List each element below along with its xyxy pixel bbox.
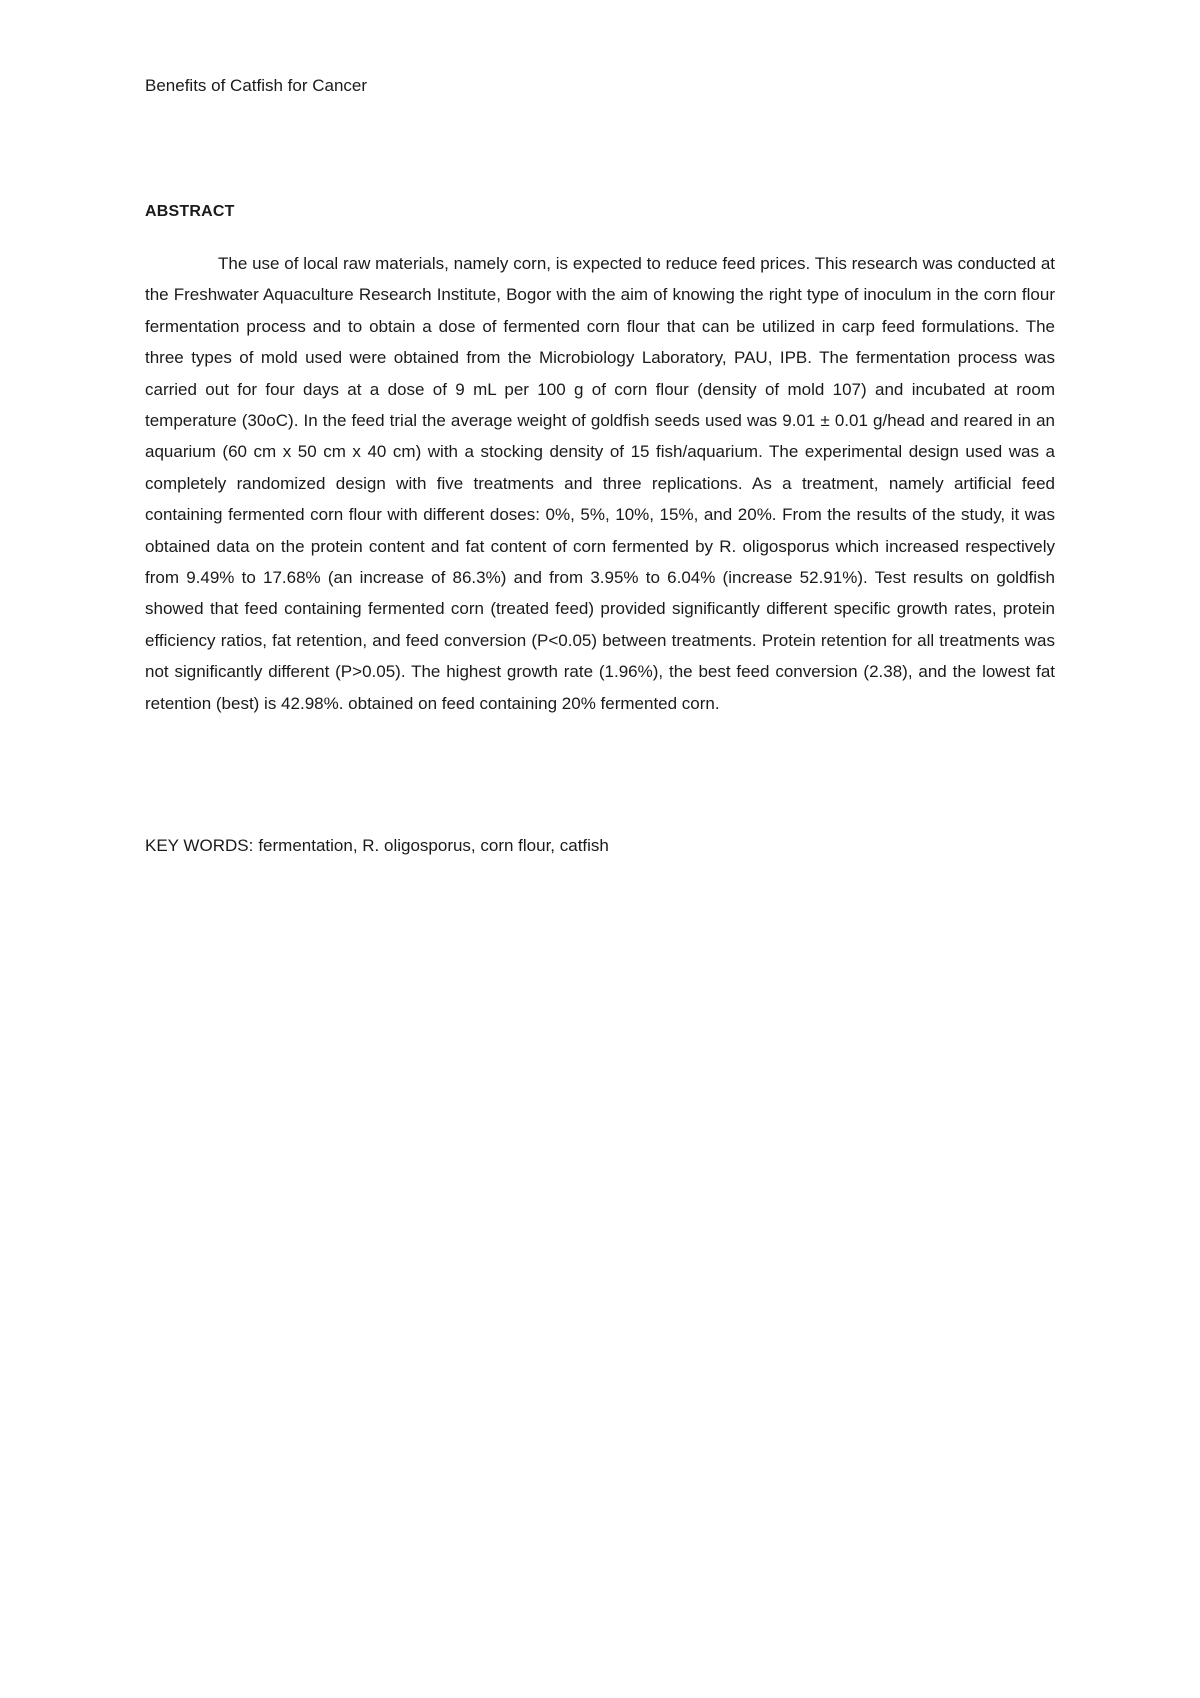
keywords-terms: fermentation, R. oligosporus, corn flour, catfish [258,836,609,855]
keywords-line [145,836,1055,856]
keywords-label: KEY WORDS: [145,836,254,855]
abstract-body: The use of local raw materials, namely corn, is expected to reduce feed prices. This research was conducted at the Freshwater Aquaculture Research Institute, Bogor with the aim of knowing the right type of inoculum in the corn flour fermentation process and to obtain a dose of fermented corn flour that can be utilized in carp feed formulations. The three types of mold used were obtained from the Microbiology Laboratory, PAU, IPB. The fermentation process was carried out for four days at a dose of 9 mL per 100 g of corn flour (density of mold 107) and incubated at room temperature (30oC). In the feed trial the average weight of goldfish seeds used was 9.01 ± 0.01 g/head and reared in an aquarium (60 cm x 50 cm x 40 cm) with a stocking density of 15 fish/aquarium. The experimental design used was a completely randomized design with five treatments and three replications. As a treatment, namely artificial feed containing fermented corn flour with different doses: 0%, 5%, 10%, 15%, and 20%. From the results of the study, it was obtained data on the protein content and fat content of corn fermented by R. oligosporus which increased respectively from 9.49% to 17.68% (an increase of 86.3%) and from 3.95% to 6.04% (increase 52.91%). Test results on goldfish showed that feed containing fermented corn (treated feed) provided significantly different specific growth rates, protein efficiency ratios, fat retention, and feed conversion (P<0.05) between treatments. Protein retention for all treatments was not significantly different (P>0.05). The highest growth rate (1.96%), the best feed conversion (2.38), and the lowest fat retention (best) is 42.98%. obtained on feed containing 20% fermented corn. [145,254,1055,713]
running-header: Benefits of Catfish for Cancer [145,76,368,95]
abstract-heading: ABSTRACT [145,203,235,220]
